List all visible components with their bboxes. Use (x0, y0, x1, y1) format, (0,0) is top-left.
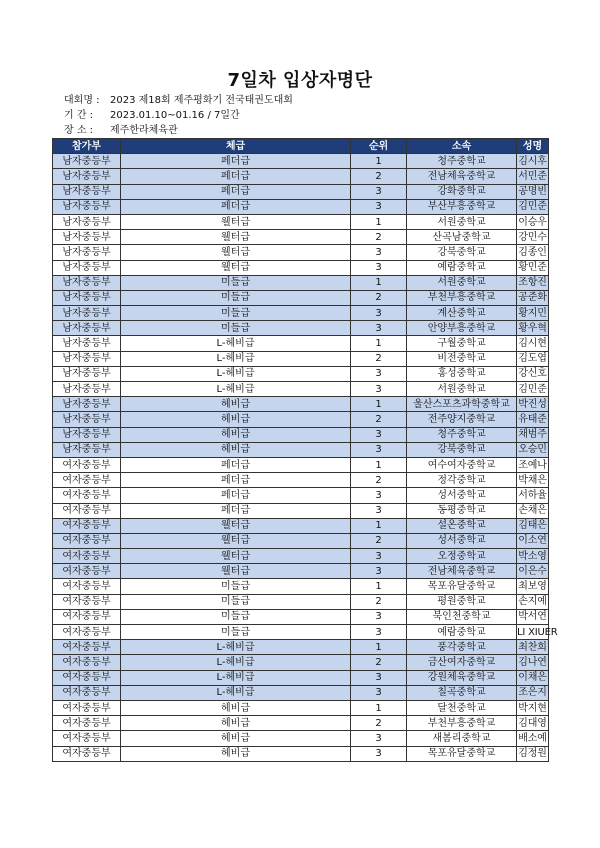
name-cell: 박지현 (517, 700, 549, 715)
weight-class-cell: 헤비급 (121, 397, 351, 412)
name-cell: 김태은 (517, 518, 549, 533)
division-cell: 남자중등부 (53, 214, 121, 229)
rank-cell: 1 (351, 397, 407, 412)
weight-class-cell: 미들급 (121, 275, 351, 290)
rank-cell: 2 (351, 351, 407, 366)
division-cell: 남자중등부 (53, 290, 121, 305)
name-cell: 김민준 (517, 382, 549, 397)
header-division: 참가부 (53, 139, 121, 154)
table-header-row (53, 139, 549, 154)
table-row (53, 457, 549, 472)
weight-class-cell: 미들급 (121, 625, 351, 640)
weight-class-cell: 헤비급 (121, 731, 351, 746)
weight-class-cell: L-헤비급 (121, 351, 351, 366)
rank-cell: 2 (351, 169, 407, 184)
weight-class-cell: 미들급 (121, 306, 351, 321)
rank-cell: 1 (351, 518, 407, 533)
affiliation-cell: 예람중학교 (407, 625, 517, 640)
name-cell: 이소연 (517, 533, 549, 548)
table-row (53, 366, 549, 381)
name-cell: 김나연 (517, 655, 549, 670)
rank-cell: 3 (351, 488, 407, 503)
rank-cell: 1 (351, 214, 407, 229)
name-cell: 강민수 (517, 230, 549, 245)
division-cell: 여자중등부 (53, 457, 121, 472)
division-cell: 여자중등부 (53, 685, 121, 700)
division-cell: 남자중등부 (53, 306, 121, 321)
rank-cell: 3 (351, 609, 407, 624)
info-period-label: 기 간 : (64, 110, 94, 121)
table-row (53, 214, 549, 229)
affiliation-cell: 성서중학교 (407, 488, 517, 503)
division-cell: 남자중등부 (53, 275, 121, 290)
info-event (64, 94, 293, 108)
table-row (53, 260, 549, 275)
weight-class-cell: 웰터급 (121, 549, 351, 564)
weight-class-cell: L-헤비급 (121, 655, 351, 670)
weight-class-cell: L-헤비급 (121, 366, 351, 381)
table-row (53, 275, 549, 290)
rank-cell: 1 (351, 700, 407, 715)
rank-cell: 3 (351, 382, 407, 397)
division-cell: 남자중등부 (53, 230, 121, 245)
weight-class-cell: 미들급 (121, 594, 351, 609)
table-row (53, 306, 549, 321)
affiliation-cell: 서원중학교 (407, 214, 517, 229)
name-cell: 박채은 (517, 473, 549, 488)
table-row (53, 609, 549, 624)
affiliation-cell: 강원체육중학교 (407, 670, 517, 685)
division-cell: 남자중등부 (53, 382, 121, 397)
weight-class-cell: 페더급 (121, 184, 351, 199)
rank-cell: 1 (351, 579, 407, 594)
table-row (53, 594, 549, 609)
division-cell: 여자중등부 (53, 609, 121, 624)
division-cell: 남자중등부 (53, 321, 121, 336)
rank-cell: 2 (351, 290, 407, 305)
name-cell: 이승우 (517, 214, 549, 229)
weight-class-cell: 미들급 (121, 579, 351, 594)
rank-cell: 1 (351, 640, 407, 655)
name-cell: 손지예 (517, 594, 549, 609)
division-cell: 남자중등부 (53, 427, 121, 442)
table-row (53, 731, 549, 746)
affiliation-cell: 정각중학교 (407, 473, 517, 488)
table-row (53, 397, 549, 412)
rank-cell: 3 (351, 503, 407, 518)
table-row (53, 716, 549, 731)
table-row (53, 245, 549, 260)
weight-class-cell: 웰터급 (121, 260, 351, 275)
table-row (53, 412, 549, 427)
table-body (53, 154, 558, 762)
name-cell: 박소영 (517, 549, 549, 564)
info-period-value: 2023.01.10~01.16 / 7일간 (110, 110, 240, 121)
name-cell: 공명빈 (517, 184, 549, 199)
affiliation-cell: 전남체육중학교 (407, 564, 517, 579)
rank-cell: 2 (351, 230, 407, 245)
name-cell: 황지민 (517, 306, 549, 321)
affiliation-cell: 전남체육중학교 (407, 169, 517, 184)
division-cell: 남자중등부 (53, 366, 121, 381)
division-cell: 여자중등부 (53, 518, 121, 533)
table-row (53, 670, 549, 685)
affiliation-cell: 예람중학교 (407, 260, 517, 275)
affiliation-cell: 서원중학교 (407, 275, 517, 290)
rank-cell: 3 (351, 260, 407, 275)
division-cell: 남자중등부 (53, 184, 121, 199)
table-row (53, 382, 549, 397)
weight-class-cell: L-헤비급 (121, 685, 351, 700)
affiliation-cell: 청주중학교 (407, 427, 517, 442)
name-cell: 김시현 (517, 336, 549, 351)
affiliation-cell: 강북중학교 (407, 245, 517, 260)
info-venue (64, 124, 178, 138)
rank-cell: 3 (351, 442, 407, 457)
weight-class-cell: 페더급 (121, 199, 351, 214)
table-row (53, 549, 549, 564)
winners-table (52, 138, 558, 762)
affiliation-cell: 동평중학교 (407, 503, 517, 518)
division-cell: 여자중등부 (53, 716, 121, 731)
division-cell: 여자중등부 (53, 700, 121, 715)
info-period (64, 109, 240, 123)
document-title: 7일차 입상자명단 (227, 70, 373, 91)
name-cell: 강신호 (517, 366, 549, 381)
affiliation-cell: 목포유달중학교 (407, 746, 517, 761)
table-row (53, 700, 549, 715)
table-row (53, 518, 549, 533)
header-name: 성명 (517, 139, 549, 154)
name-cell: 최찬희 (517, 640, 549, 655)
weight-class-cell: 미들급 (121, 609, 351, 624)
table-row (53, 351, 549, 366)
table-row (53, 533, 549, 548)
division-cell: 여자중등부 (53, 533, 121, 548)
division-cell: 여자중등부 (53, 746, 121, 761)
table-row (53, 579, 549, 594)
header-rank: 순위 (351, 139, 407, 154)
table-row (53, 640, 549, 655)
name-cell: 오승민 (517, 442, 549, 457)
info-venue-label: 장 소 : (64, 125, 94, 136)
name-cell: 황우혁 (517, 321, 549, 336)
weight-class-cell: L-헤비급 (121, 382, 351, 397)
division-cell: 남자중등부 (53, 199, 121, 214)
division-cell: 남자중등부 (53, 260, 121, 275)
name-cell: 공준화 (517, 290, 549, 305)
rank-cell: 2 (351, 594, 407, 609)
table-row (53, 655, 549, 670)
rank-cell: 3 (351, 245, 407, 260)
division-cell: 남자중등부 (53, 397, 121, 412)
name-cell: 김도엽 (517, 351, 549, 366)
weight-class-cell: 헤비급 (121, 412, 351, 427)
weight-class-cell: 미들급 (121, 321, 351, 336)
division-cell: 여자중등부 (53, 549, 121, 564)
division-cell: 여자중등부 (53, 564, 121, 579)
division-cell: 여자중등부 (53, 640, 121, 655)
division-cell: 여자중등부 (53, 594, 121, 609)
division-cell: 여자중등부 (53, 731, 121, 746)
rank-cell: 3 (351, 625, 407, 640)
rank-cell: 3 (351, 427, 407, 442)
weight-class-cell: 웰터급 (121, 245, 351, 260)
info-event-value: 2023 제18회 제주평화기 전국태권도대회 (110, 95, 293, 106)
name-cell: 이채은 (517, 670, 549, 685)
name-cell: 박서연 (517, 609, 549, 624)
affiliation-cell: 설온중학교 (407, 518, 517, 533)
rank-cell: 2 (351, 473, 407, 488)
rank-cell: 1 (351, 336, 407, 351)
affiliation-cell: 강화중학교 (407, 184, 517, 199)
table-row (53, 564, 549, 579)
rank-cell: 2 (351, 533, 407, 548)
info-event-label: 대회명 : (64, 95, 100, 106)
affiliation-cell: 울산스포츠과학중학교 (407, 397, 517, 412)
name-cell: 김종인 (517, 245, 549, 260)
name-cell: 서민준 (517, 169, 549, 184)
name-cell: 김민준 (517, 199, 549, 214)
affiliation-cell: 새봄리중학교 (407, 731, 517, 746)
rank-cell: 2 (351, 716, 407, 731)
division-cell: 여자중등부 (53, 503, 121, 518)
rank-cell: 1 (351, 457, 407, 472)
affiliation-cell: 금산여자중학교 (407, 655, 517, 670)
rank-cell: 3 (351, 746, 407, 761)
info-venue-value: 제주한라체육관 (110, 125, 178, 136)
rank-cell: 1 (351, 154, 407, 169)
rank-cell: 3 (351, 306, 407, 321)
weight-class-cell: 페더급 (121, 154, 351, 169)
division-cell: 여자중등부 (53, 625, 121, 640)
division-cell: 남자중등부 (53, 351, 121, 366)
affiliation-cell: 부산부흥중학교 (407, 199, 517, 214)
header-affiliation: 소속 (407, 139, 517, 154)
weight-class-cell: L-헤비급 (121, 640, 351, 655)
table-row (53, 625, 549, 640)
name-cell: 황민준 (517, 260, 549, 275)
table-row (53, 169, 549, 184)
weight-class-cell: 페더급 (121, 169, 351, 184)
name-cell: LI XIUER (517, 625, 549, 640)
affiliation-cell: 서원중학교 (407, 382, 517, 397)
weight-class-cell: 페더급 (121, 457, 351, 472)
rank-cell: 3 (351, 549, 407, 564)
affiliation-cell: 달천중학교 (407, 700, 517, 715)
affiliation-cell: 부천부흥중학교 (407, 290, 517, 305)
table-row (53, 503, 549, 518)
table-row (53, 290, 549, 305)
name-cell: 배소예 (517, 731, 549, 746)
weight-class-cell: 헤비급 (121, 746, 351, 761)
division-cell: 남자중등부 (53, 169, 121, 184)
name-cell: 채범주 (517, 427, 549, 442)
name-cell: 유태준 (517, 412, 549, 427)
affiliation-cell: 구월중학교 (407, 336, 517, 351)
weight-class-cell: 페더급 (121, 503, 351, 518)
rank-cell: 3 (351, 199, 407, 214)
weight-class-cell: 헤비급 (121, 700, 351, 715)
weight-class-cell: 헤비급 (121, 716, 351, 731)
affiliation-cell: 풍각중학교 (407, 640, 517, 655)
table-row (53, 184, 549, 199)
table-row (53, 199, 549, 214)
table-row (53, 230, 549, 245)
affiliation-cell: 목포유달중학교 (407, 579, 517, 594)
affiliation-cell: 청주중학교 (407, 154, 517, 169)
weight-class-cell: 웰터급 (121, 230, 351, 245)
affiliation-cell: 비전중학교 (407, 351, 517, 366)
weight-class-cell: L-헤비급 (121, 670, 351, 685)
affiliation-cell: 북인천중학교 (407, 609, 517, 624)
affiliation-cell: 오정중학교 (407, 549, 517, 564)
weight-class-cell: L-헤비급 (121, 336, 351, 351)
name-cell: 서하율 (517, 488, 549, 503)
rank-cell: 3 (351, 184, 407, 199)
weight-class-cell: 웰터급 (121, 518, 351, 533)
affiliation-cell: 성서중학교 (407, 533, 517, 548)
affiliation-cell: 안양부흥중학교 (407, 321, 517, 336)
division-cell: 여자중등부 (53, 579, 121, 594)
rank-cell: 3 (351, 366, 407, 381)
rank-cell: 3 (351, 670, 407, 685)
affiliation-cell: 홍성중학교 (407, 366, 517, 381)
rank-cell: 3 (351, 731, 407, 746)
weight-class-cell: 미들급 (121, 290, 351, 305)
affiliation-cell: 여수여자중학교 (407, 457, 517, 472)
affiliation-cell: 평원중학교 (407, 594, 517, 609)
table-row (53, 427, 549, 442)
name-cell: 조항진 (517, 275, 549, 290)
division-cell: 여자중등부 (53, 473, 121, 488)
table-row (53, 154, 549, 169)
table-row (53, 685, 549, 700)
name-cell: 최보영 (517, 579, 549, 594)
rank-cell: 3 (351, 321, 407, 336)
name-cell: 손채은 (517, 503, 549, 518)
name-cell: 김시후 (517, 154, 549, 169)
name-cell: 이은수 (517, 564, 549, 579)
affiliation-cell: 계산중학교 (407, 306, 517, 321)
affiliation-cell: 전주양지중학교 (407, 412, 517, 427)
weight-class-cell: 페더급 (121, 488, 351, 503)
division-cell: 남자중등부 (53, 154, 121, 169)
rank-cell: 2 (351, 412, 407, 427)
division-cell: 여자중등부 (53, 670, 121, 685)
name-cell: 박진성 (517, 397, 549, 412)
name-cell: 김정원 (517, 746, 549, 761)
weight-class-cell: 웰터급 (121, 564, 351, 579)
rank-cell: 3 (351, 685, 407, 700)
division-cell: 남자중등부 (53, 412, 121, 427)
table-row (53, 473, 549, 488)
table-row (53, 746, 549, 761)
weight-class-cell: 페더급 (121, 473, 351, 488)
table-row (53, 488, 549, 503)
weight-class-cell: 헤비급 (121, 427, 351, 442)
division-cell: 여자중등부 (53, 655, 121, 670)
name-cell: 조은지 (517, 685, 549, 700)
table-row (53, 336, 549, 351)
division-cell: 여자중등부 (53, 488, 121, 503)
weight-class-cell: 헤비급 (121, 442, 351, 457)
table-row (53, 321, 549, 336)
rank-cell: 1 (351, 275, 407, 290)
name-cell: 김대영 (517, 716, 549, 731)
affiliation-cell: 칠곡중학교 (407, 685, 517, 700)
weight-class-cell: 웰터급 (121, 214, 351, 229)
name-cell: 조예나 (517, 457, 549, 472)
division-cell: 남자중등부 (53, 336, 121, 351)
rank-cell: 2 (351, 655, 407, 670)
division-cell: 남자중등부 (53, 442, 121, 457)
weight-class-cell: 웰터급 (121, 533, 351, 548)
affiliation-cell: 부천부흥중학교 (407, 716, 517, 731)
affiliation-cell: 강북중학교 (407, 442, 517, 457)
division-cell: 남자중등부 (53, 245, 121, 260)
table-row (53, 442, 549, 457)
affiliation-cell: 산곡남중학교 (407, 230, 517, 245)
rank-cell: 3 (351, 564, 407, 579)
header-weight-class: 체급 (121, 139, 351, 154)
